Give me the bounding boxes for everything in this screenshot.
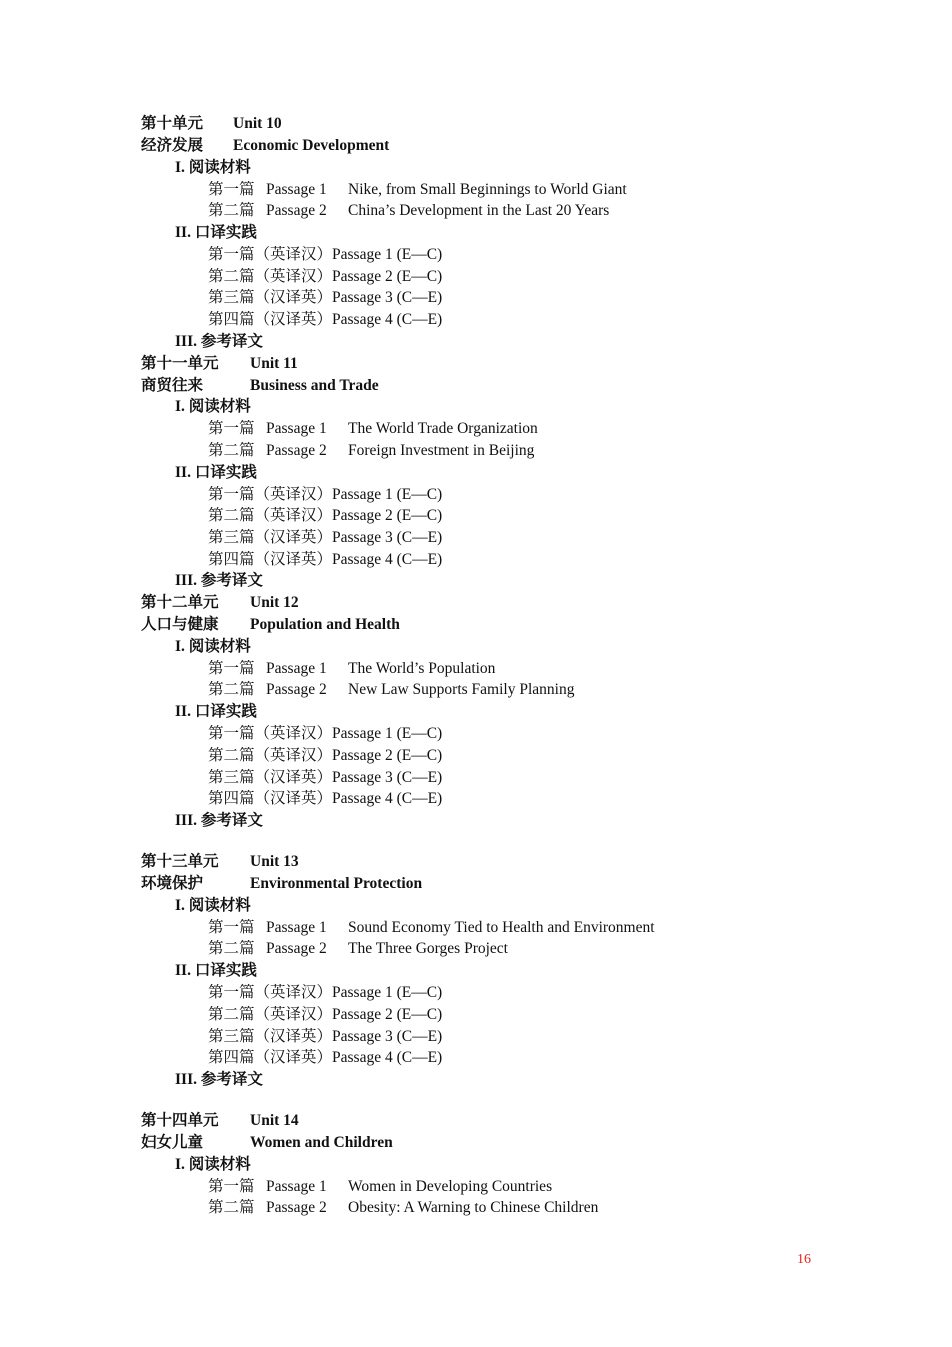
unit-topic-cn: 经济发展	[141, 137, 204, 154]
unit-topic	[141, 875, 423, 893]
unit-heading	[141, 594, 299, 612]
passage-title: Women in Developing Countries	[348, 1178, 553, 1195]
passage-cn: 第一篇	[208, 919, 255, 936]
reading-entry	[208, 919, 655, 937]
reading-heading: I. 阅读材料	[175, 638, 251, 655]
passage-cn: 第二篇	[208, 940, 255, 957]
practice-entry: 第一篇（英译汉）Passage 1 (E—C)	[208, 486, 443, 503]
page-number: 16	[797, 1252, 811, 1267]
passage-number: Passage 1	[266, 660, 327, 677]
reading-entry	[208, 681, 574, 699]
passage-number: Passage 1	[266, 1178, 327, 1195]
practice-entry: 第三篇（汉译英）Passage 3 (C—E)	[208, 1028, 443, 1045]
passage-title: Foreign Investment in Beijing	[348, 442, 535, 459]
unit-topic-en: Business and Trade	[250, 377, 379, 394]
reading-entry	[208, 420, 538, 438]
passage-title: The World Trade Organization	[348, 420, 538, 437]
passage-number: Passage 2	[266, 442, 327, 459]
passage-number: Passage 1	[266, 181, 327, 198]
reading-entry	[208, 442, 534, 460]
practice-entry: 第四篇（汉译英）Passage 4 (C—E)	[208, 1049, 443, 1066]
passage-title: Sound Economy Tied to Health and Environment	[348, 919, 655, 936]
reading-entry	[208, 1199, 598, 1217]
passage-cn: 第一篇	[208, 181, 255, 198]
practice-entry: 第一篇（英译汉）Passage 1 (E—C)	[208, 246, 443, 263]
practice-entry: 第四篇（汉译英）Passage 4 (C—E)	[208, 790, 443, 807]
unit-topic	[141, 137, 390, 155]
passage-number: Passage 2	[266, 1199, 327, 1216]
unit-heading	[141, 1112, 299, 1130]
unit-number-en: Unit 13	[250, 853, 299, 870]
passage-title: Obesity: A Warning to Chinese Children	[348, 1199, 599, 1216]
passage-cn: 第一篇	[208, 660, 255, 677]
passage-cn: 第二篇	[208, 202, 255, 219]
unit-number-en: Unit 12	[250, 594, 299, 611]
unit-topic-en: Population and Health	[250, 616, 400, 633]
passage-number: Passage 2	[266, 940, 327, 957]
unit-topic-en: Environmental Protection	[250, 875, 423, 892]
unit-topic-en: Women and Children	[250, 1134, 393, 1151]
unit-topic	[141, 616, 400, 634]
unit-heading	[141, 853, 299, 871]
passage-cn: 第一篇	[208, 420, 255, 437]
unit-number-cn: 第十二单元	[141, 594, 219, 611]
passage-title: Nike, from Small Beginnings to World Giant	[348, 181, 627, 198]
passage-title: The Three Gorges Project	[348, 940, 508, 957]
unit-number-en: Unit 14	[250, 1112, 299, 1129]
unit-heading	[141, 115, 282, 133]
reading-entry	[208, 660, 495, 678]
practice-entry: 第一篇（英译汉）Passage 1 (E—C)	[208, 725, 443, 742]
reading-entry	[208, 181, 627, 199]
reference-heading: III. 参考译文	[175, 812, 263, 829]
reading-heading: I. 阅读材料	[175, 159, 251, 176]
passage-title: New Law Supports Family Planning	[348, 681, 575, 698]
unit-number-cn: 第十三单元	[141, 853, 219, 870]
passage-cn: 第二篇	[208, 681, 255, 698]
passage-cn: 第二篇	[208, 442, 255, 459]
practice-entry: 第二篇（英译汉）Passage 2 (E—C)	[208, 1006, 443, 1023]
reading-heading: I. 阅读材料	[175, 398, 251, 415]
unit-number-cn: 第十四单元	[141, 1112, 219, 1129]
practice-entry: 第一篇（英译汉）Passage 1 (E—C)	[208, 984, 443, 1001]
reading-entry	[208, 202, 609, 220]
reference-heading: III. 参考译文	[175, 1071, 263, 1088]
reading-entry	[208, 1178, 552, 1196]
passage-cn: 第二篇	[208, 1199, 255, 1216]
unit-heading	[141, 355, 298, 373]
passage-title: China’s Development in the Last 20 Years	[348, 202, 610, 219]
reference-heading: III. 参考译文	[175, 333, 263, 350]
practice-entry: 第二篇（英译汉）Passage 2 (E—C)	[208, 507, 443, 524]
practice-entry: 第四篇（汉译英）Passage 4 (C—E)	[208, 311, 443, 328]
reading-entry	[208, 940, 508, 958]
practice-entry: 第四篇（汉译英）Passage 4 (C—E)	[208, 551, 443, 568]
practice-entry: 第三篇（汉译英）Passage 3 (C—E)	[208, 529, 443, 546]
reading-heading: I. 阅读材料	[175, 1156, 251, 1173]
passage-number: Passage 2	[266, 681, 327, 698]
practice-entry: 第二篇（英译汉）Passage 2 (E—C)	[208, 747, 443, 764]
reference-heading: III. 参考译文	[175, 572, 263, 589]
passage-number: Passage 2	[266, 202, 327, 219]
unit-topic-cn: 环境保护	[141, 875, 204, 892]
unit-topic	[141, 1134, 393, 1152]
passage-number: Passage 1	[266, 420, 327, 437]
unit-number-cn: 第十单元	[141, 115, 204, 132]
practice-heading: II. 口译实践	[175, 703, 257, 720]
passage-cn: 第一篇	[208, 1178, 255, 1195]
unit-number-en: Unit 10	[233, 115, 282, 132]
practice-entry: 第二篇（英译汉）Passage 2 (E—C)	[208, 268, 443, 285]
practice-heading: II. 口译实践	[175, 464, 257, 481]
practice-heading: II. 口译实践	[175, 962, 257, 979]
unit-number-cn: 第十一单元	[141, 355, 219, 372]
practice-entry: 第三篇（汉译英）Passage 3 (C—E)	[208, 289, 443, 306]
unit-topic-cn: 妇女儿童	[141, 1134, 204, 1151]
passage-number: Passage 1	[266, 919, 327, 936]
unit-topic	[141, 377, 379, 395]
practice-entry: 第三篇（汉译英）Passage 3 (C—E)	[208, 769, 443, 786]
unit-topic-cn: 人口与健康	[141, 616, 219, 633]
passage-title: The World’s Population	[348, 660, 496, 677]
reading-heading: I. 阅读材料	[175, 897, 251, 914]
unit-topic-cn: 商贸往来	[141, 377, 204, 394]
practice-heading: II. 口译实践	[175, 224, 257, 241]
unit-number-en: Unit 11	[250, 355, 298, 372]
unit-topic-en: Economic Development	[233, 137, 390, 154]
